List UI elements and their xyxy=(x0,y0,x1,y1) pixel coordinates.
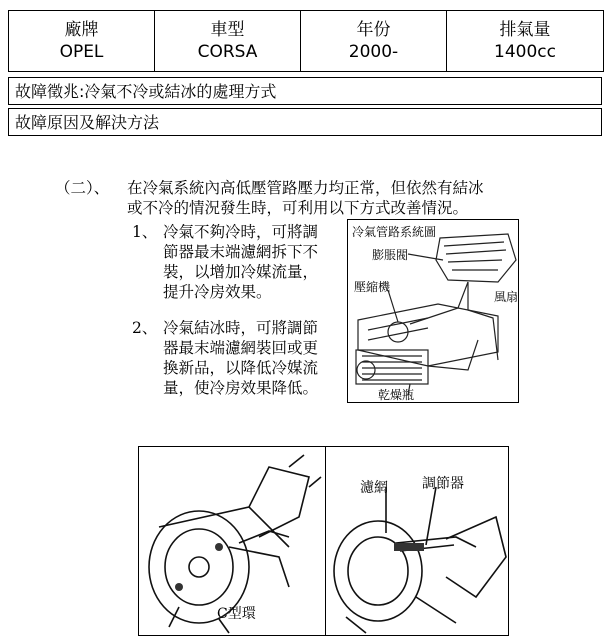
diagram-title: 冷氣管路系統圖 xyxy=(352,225,437,239)
item-1-line: 裝，以增加冷媒流量， xyxy=(163,263,319,281)
photo-regulator-filter xyxy=(325,446,509,636)
item-2-line: 量，使冷房效果降低。 xyxy=(163,379,319,397)
filter-label: 濾網 xyxy=(360,480,388,496)
displacement-cell: 排氣量 1400cc xyxy=(447,11,604,72)
brand-cell: 廠牌 OPEL xyxy=(9,11,155,72)
item-1-line: 冷氣不夠冷時，可將調 xyxy=(163,223,319,241)
section-marker: （二）、 xyxy=(55,179,110,197)
expansion-valve-label: 膨脹閥 xyxy=(372,248,409,262)
item-2-line: 冷氣結冰時，可將調節 xyxy=(163,319,319,337)
year-cell: 年份 2000- xyxy=(301,11,447,72)
ac-system-drawing xyxy=(348,220,518,402)
vehicle-info-table xyxy=(8,10,604,72)
photo-remove-c-ring xyxy=(138,446,326,636)
intro-line-2: 或不冷的情況發生時，可利用以下方式改善情況。 xyxy=(127,199,469,217)
item-2-number: 2、 xyxy=(132,319,158,337)
receiver-drier-label: 乾燥瓶 xyxy=(378,388,415,402)
symptom-row: 故障徵兆:冷氣不冷或結冰的處理方式 xyxy=(8,77,602,105)
compressor-label: 壓縮機 xyxy=(354,280,391,294)
fan-label: 風扇 xyxy=(494,290,519,304)
item-2-line: 換新品，以降低冷媒流 xyxy=(163,359,319,377)
item-1-line: 提升冷房效果。 xyxy=(163,283,272,301)
item-1-line: 節器最末端濾網拆下不 xyxy=(163,243,319,261)
model-cell: 車型 CORSA xyxy=(155,11,301,72)
item-2-line: 器最末端濾網裝回或更 xyxy=(163,339,319,357)
regulator-photo-drawing xyxy=(326,447,508,635)
item-1-number: 1、 xyxy=(132,223,158,241)
ac-system-diagram xyxy=(347,219,519,403)
intro-line-1: 在冷氣系統內高低壓管路壓力均正常，但依然有結冰 xyxy=(127,179,484,197)
c-ring-label: C型環 xyxy=(217,606,256,622)
cause-heading-row: 故障原因及解決方法 xyxy=(8,108,602,136)
regulator-label: 調節器 xyxy=(422,476,464,492)
